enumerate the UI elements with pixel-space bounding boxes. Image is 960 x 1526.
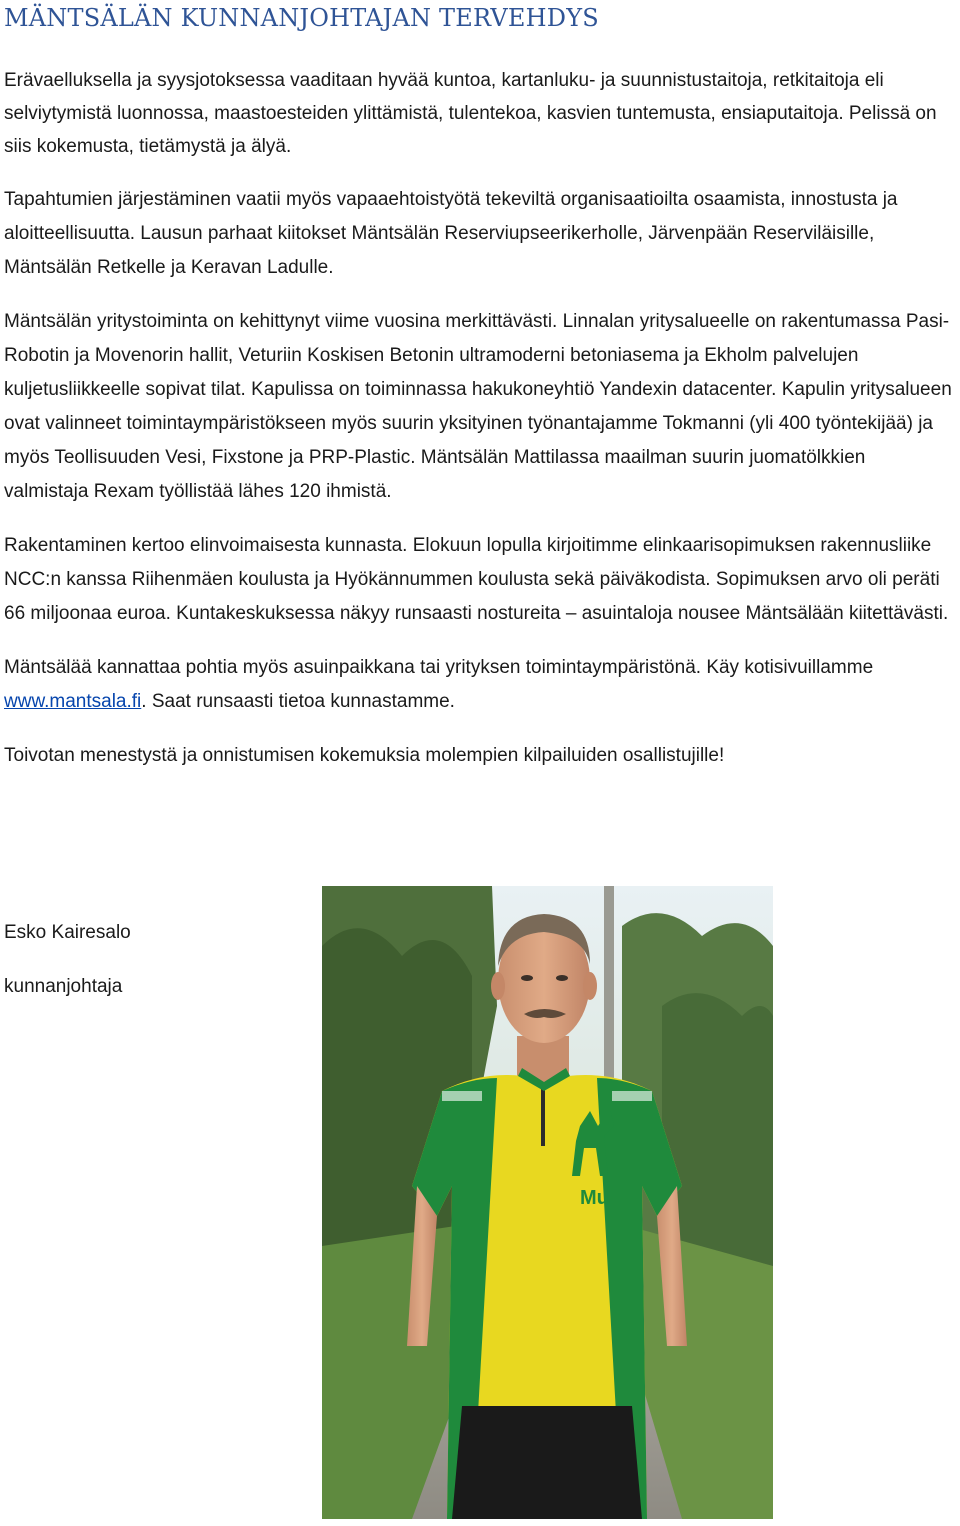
paragraph-thanks: Tapahtumien järjestäminen vaatii myös vapaaehtoistyötä tekeviltä organisaatioilta osaamista, innostusta ja aloitteellisuutta. Lausun parhaat kiitokset Mäntsälän Reserviupseerikerholle, Järvenpään Reserviläisille, Mäntsälän Retkelle ja Keravan Ladulle.: [4, 189, 898, 278]
paragraph-business: Mäntsälän yritystoiminta on kehittynyt viime vuosina merkittävästi. Linnalan yritysalueelle on rakentumassa Pasi-Robotin ja Movenorin hallit, Veturiin Koskisen Betonin ultramoderni betoniasema ja Ekholm palvelujen kuljetusliikkeelle sopivat tilat. Kapulissa on toiminnassa hakukoneyhtiö Yandexin datacenter. Kapulin yritysalueen ovat valinneet toimintaympäristökseen myös suurin yksityinen työnantajamme Tokmanni (yli 400 työntekijää) ja myös Teollisuuden Vesi, Fixstone ja PRP-Plastic. Mäntsälän Mattilassa maailman suurin juomatölkkien valmistaja Rexam työllistää lähes 120 ihmistä.: [4, 311, 952, 502]
letter-body: [4, 64, 954, 793]
website-link[interactable]: www.mantsala.fi: [4, 691, 142, 712]
portrait-photo: [322, 886, 773, 1519]
website-text-after: . Saat runsaasti tietoa kunnastamme.: [141, 691, 455, 712]
portrait-illustration: [322, 886, 773, 1519]
signature-role: kunnanjohtaja: [4, 976, 123, 997]
svg-text:Mu: Mu: [580, 1187, 609, 1209]
website-text-before: Mäntsälää kannattaa pohtia myös asuinpaikkana tai yrityksen toimintaympäristönä. Käy kotisivuillamme: [4, 657, 874, 678]
paragraph-website: [4, 651, 954, 719]
signature-name: Esko Kairesalo: [4, 922, 131, 943]
page-title: MÄNTSÄLÄN KUNNANJOHTAJAN TERVEHDYS: [4, 4, 599, 32]
paragraph-outdoor-skills: Erävaelluksella ja syysjotoksessa vaaditaan hyvää kuntoa, kartanluku- ja suunnistustaitoja, retkitaitoja eli selviytymistä luonnossa, maastoesteiden ylittämistä, tulentekoa, kasvien tuntemusta, ensiaputaitoja. Pelissä on siis kokemusta, tietämystä ja älyä.: [4, 70, 937, 157]
paragraph-wishes: Toivotan menestystä ja onnistumisen kokemuksia molempien kilpailuiden osallistujille!: [4, 745, 725, 766]
paragraph-construction: Rakentaminen kertoo elinvoimaisesta kunnasta. Elokuun lopulla kirjoitimme elinkaarisopimuksen rakennusliike NCC:n kanssa Riihenmäen koulusta ja Hyökännummen koulusta sekä päiväkodista. Sopimuksen arvo oli peräti 66 miljoonaa euroa. Kuntakeskuksessa näkyy runsaasti nostureita – asuintaloja nousee Mäntsälään kiitettävästi.: [4, 535, 949, 624]
